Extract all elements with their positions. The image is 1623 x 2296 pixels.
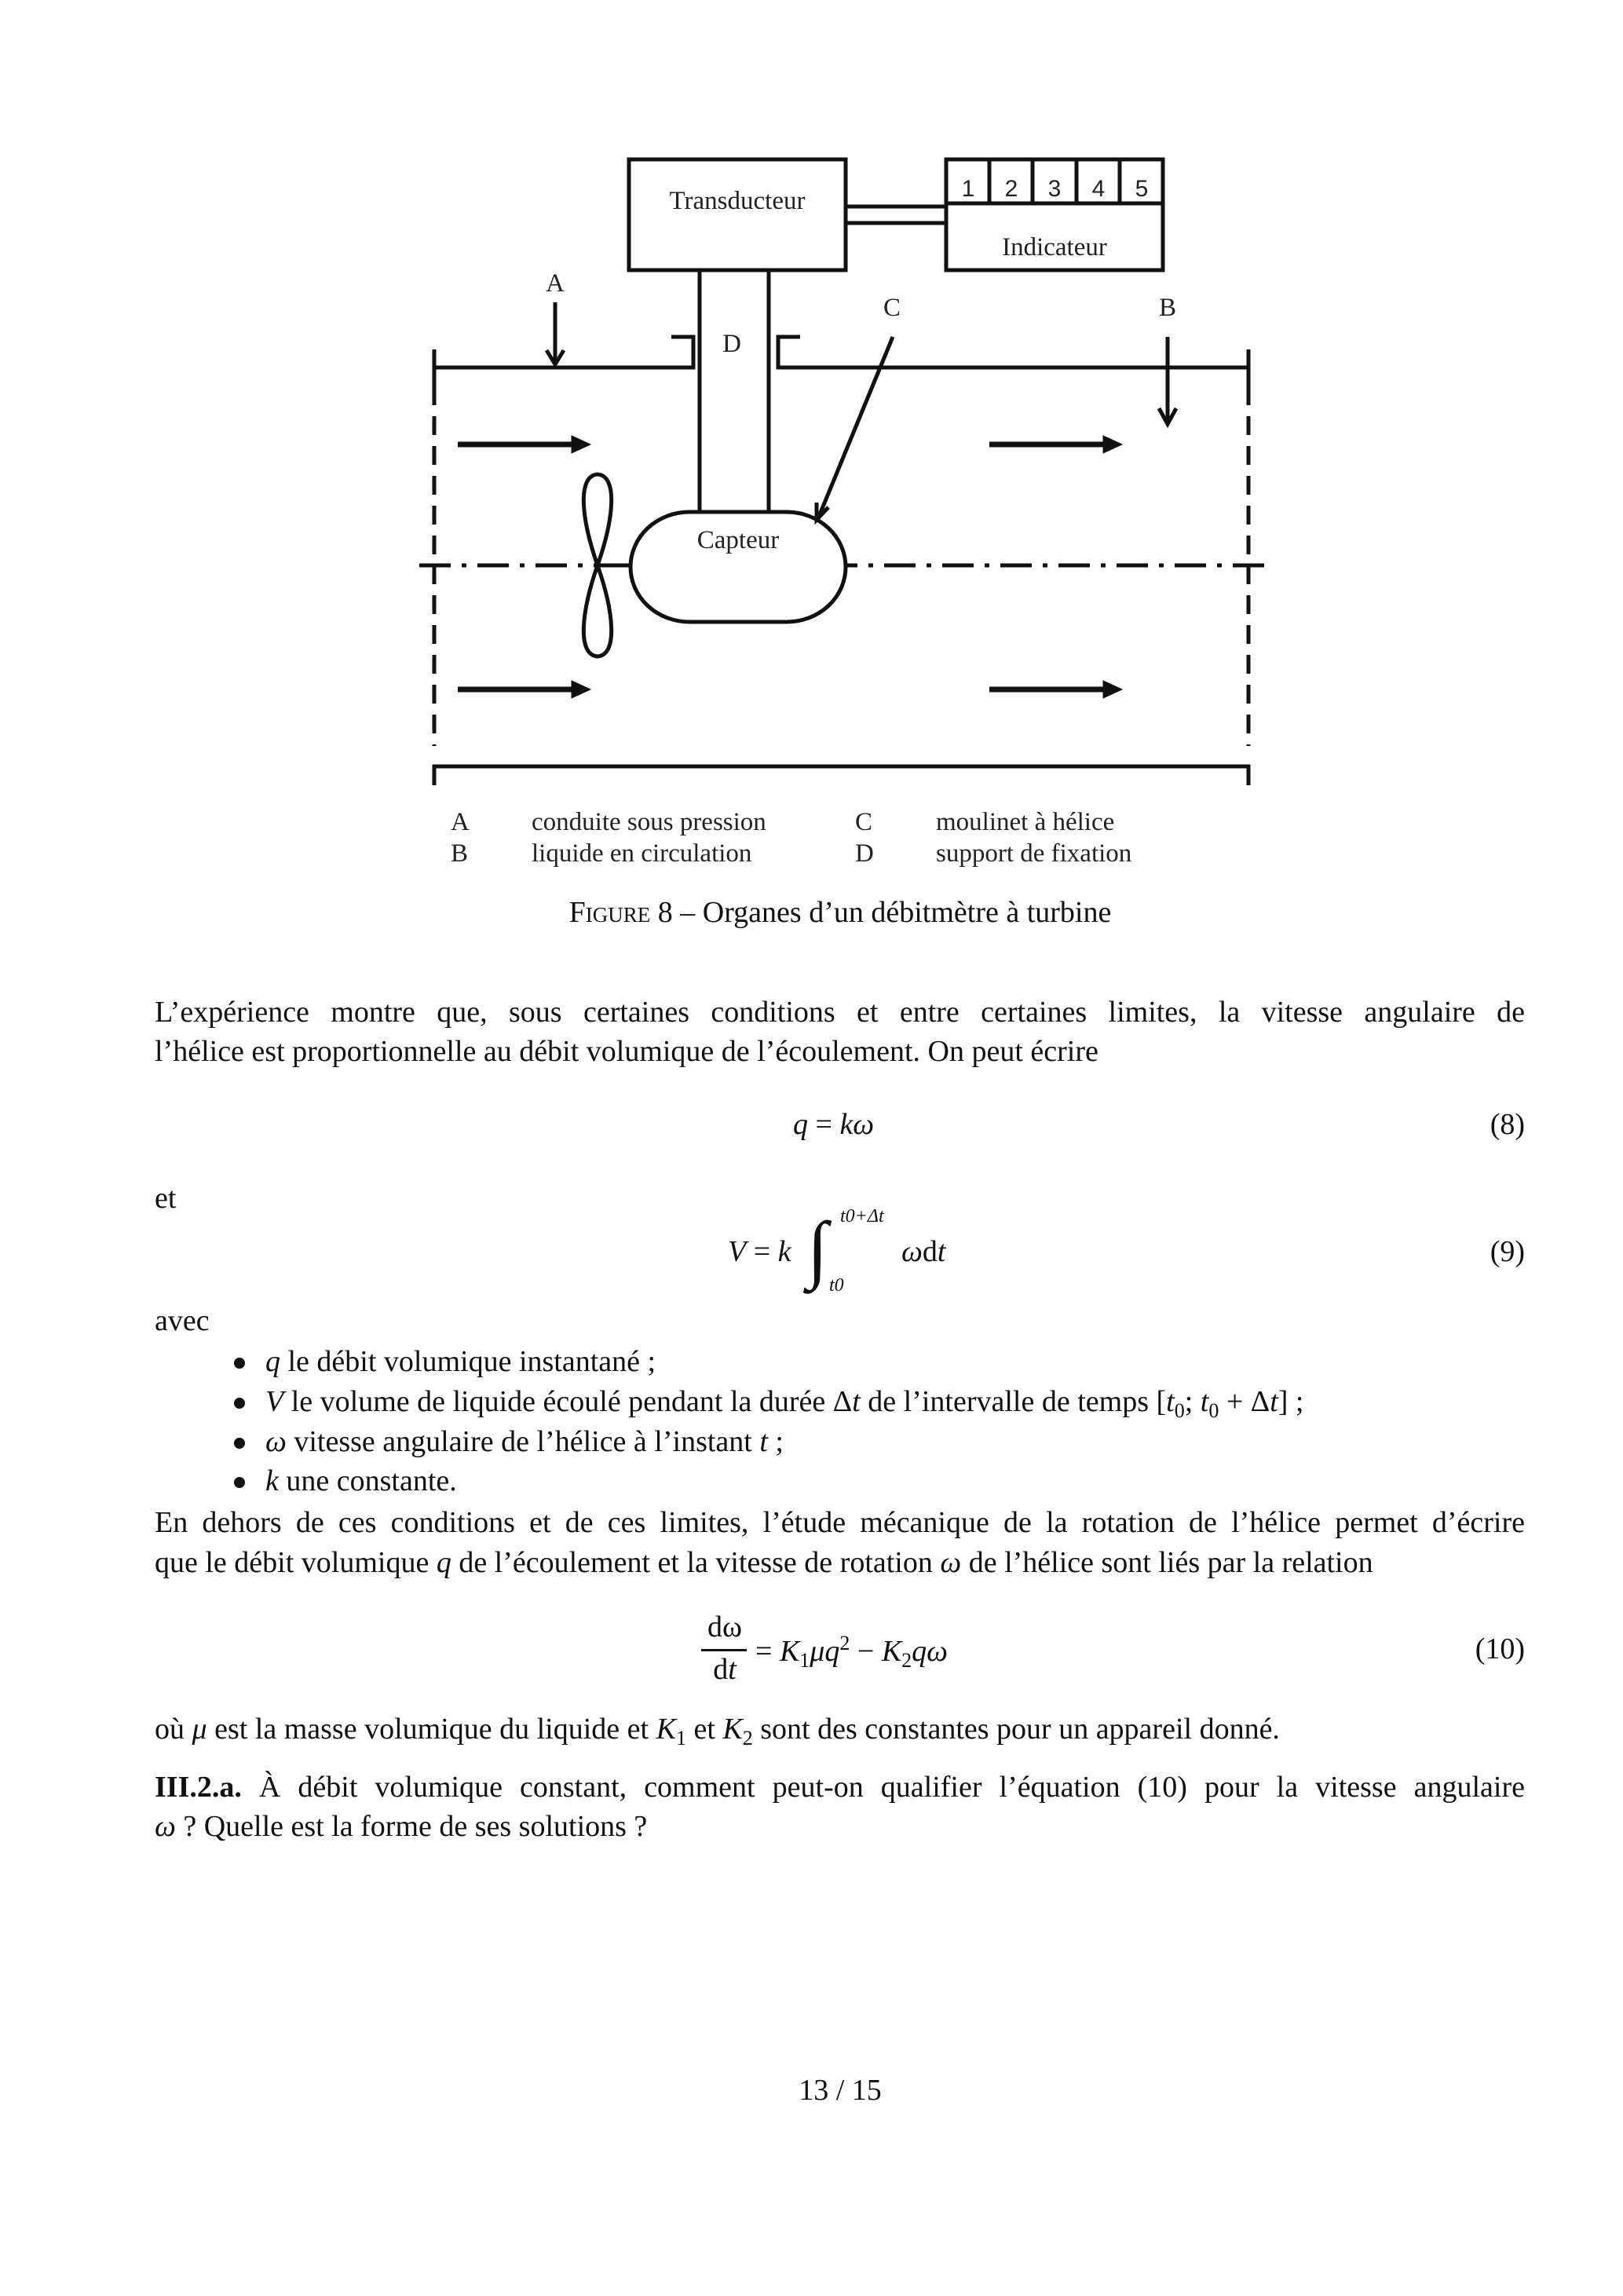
text-segment: t: [1270, 1385, 1278, 1418]
indicator-label: Indicateur: [1002, 233, 1107, 261]
legend-key: B: [451, 839, 469, 868]
text-segment: 2: [901, 1649, 912, 1672]
intro-line: l’hélice est proportionnelle au débit volumique de l’écoulement. On peut écrire: [155, 1035, 1098, 1068]
text-segment: ] ;: [1278, 1385, 1304, 1418]
fraction-denominator: [701, 1652, 748, 1687]
text-segment: t: [759, 1425, 768, 1458]
text-segment: le volume de liquide écoulé pendant la durée Δ: [283, 1385, 853, 1418]
text-line: [155, 1808, 1525, 1844]
eq-rhs: kω: [839, 1108, 875, 1141]
marker-c: C: [883, 294, 901, 322]
text-segment: et: [685, 1713, 723, 1746]
pipe-top-right: [778, 337, 1248, 367]
text-segment: sont des constantes pour un appareil donné.: [752, 1713, 1280, 1746]
text-segment: de l’écoulement et la vitesse de rotation: [451, 1546, 941, 1579]
marker-d: D: [722, 330, 741, 358]
figure-number: Figure 8: [568, 896, 673, 929]
marker-b: B: [1158, 294, 1177, 322]
eq-k: k: [777, 1235, 791, 1268]
fraction-bar: [701, 1649, 747, 1651]
bullet-icon: [234, 1358, 245, 1369]
text-segment: q: [436, 1546, 451, 1579]
text-segment: ω: [940, 1546, 962, 1579]
text-segment: 0: [1208, 1399, 1219, 1422]
text-segment: ? Quelle est la forme de ses solutions ?: [175, 1810, 648, 1843]
figure-caption: [0, 895, 1623, 930]
text-segment: K: [881, 1635, 902, 1668]
integral-upper-bound: t0+Δt: [840, 1206, 884, 1227]
equation-number: (8): [1490, 1108, 1525, 1141]
transducer-label: Transducteur: [669, 187, 806, 215]
legend-key: D: [855, 839, 874, 868]
text-segment: ;: [767, 1425, 784, 1458]
eq-lhs: V: [728, 1235, 747, 1268]
equation-number: (9): [1490, 1235, 1525, 1268]
text-segment: 0: [1174, 1399, 1185, 1422]
eq-t: t: [937, 1235, 946, 1268]
text-line: [265, 1344, 656, 1380]
marker-a: A: [546, 269, 565, 298]
eq-t: t: [728, 1653, 737, 1686]
text-segment: de l’hélice sont liés par la relation: [961, 1546, 1373, 1579]
indicator-digit: 1: [961, 176, 975, 202]
pipe-bottom: [434, 766, 1248, 785]
text-line: [155, 1545, 1525, 1581]
text-segment: de l’intervalle de temps [: [860, 1385, 1167, 1418]
indicator-digit: 5: [1135, 176, 1149, 202]
text-segment: t: [1166, 1385, 1175, 1418]
eq-rhs: [755, 1632, 948, 1673]
legend-key: A: [451, 808, 470, 836]
text-segment: V: [265, 1385, 284, 1418]
integral-sign: ∫: [807, 1206, 828, 1290]
text-segment: =: [755, 1635, 780, 1668]
text-segment: t: [1200, 1385, 1209, 1418]
equation-8: [793, 1107, 874, 1142]
text-segment: K: [722, 1713, 743, 1746]
text-segment: qω: [912, 1635, 949, 1668]
eq-d: d: [922, 1235, 938, 1268]
legend-text: liquide en circulation: [532, 839, 752, 868]
text-line: [265, 1463, 457, 1499]
text-segment: + Δ: [1219, 1385, 1270, 1418]
integral-lower-bound: t0: [829, 1275, 844, 1296]
text-segment: ;: [1184, 1385, 1201, 1418]
eq-sign: =: [808, 1108, 840, 1141]
figure-title: – Organes d’un débitmètre à turbine: [672, 896, 1112, 929]
bullet-icon: [234, 1477, 245, 1488]
text-line: [265, 1424, 784, 1460]
bullet-icon: [234, 1438, 245, 1449]
text-segment: K: [656, 1713, 676, 1746]
legend-text: conduite sous pression: [532, 808, 766, 836]
text-avec: avec: [155, 1304, 210, 1337]
eq-sign: =: [746, 1235, 778, 1268]
text-segment: ω: [265, 1425, 287, 1458]
text-segment: vitesse angulaire de l’hélice à l’instant: [286, 1425, 760, 1458]
intro-line: L’expérience montre que, sous certaines conditions et entre certaines limites, la vitesse angulaire de: [155, 996, 1525, 1029]
legend-key: C: [855, 808, 873, 836]
text-line: [155, 1711, 1525, 1757]
integrand: ω: [901, 1235, 923, 1268]
page-number: 13 / 15: [799, 2074, 882, 2107]
text-segment: ω: [155, 1810, 176, 1843]
text-segment: En dehors de ces conditions et de ces limites, l’étude mécanique de la rotation de l’hélice permet d’écrire: [155, 1506, 1525, 1539]
indicator-digit: 4: [1091, 176, 1106, 202]
text-segment: que le débit volumique: [155, 1546, 437, 1579]
pointer-c: [818, 337, 893, 518]
text-segment: À débit volumique constant, comment peut-on qualifier l’équation (10) pour la vitesse angulaire: [241, 1771, 1525, 1804]
text-segment: III.2.a.: [155, 1771, 242, 1804]
indicator-digit: 2: [1004, 176, 1018, 202]
text-segment: 1: [799, 1649, 810, 1672]
legend-text: moulinet à hélice: [936, 808, 1115, 836]
legend-text: support de fixation: [936, 839, 1132, 868]
text-segment: k: [265, 1464, 279, 1497]
text-segment: 2: [742, 1727, 753, 1749]
text-et: et: [155, 1182, 177, 1215]
text-segment: K: [779, 1635, 800, 1668]
equation-number: (10): [1475, 1632, 1525, 1665]
text-segment: 1: [675, 1727, 686, 1749]
text-segment: q: [265, 1345, 280, 1378]
text-segment: −: [850, 1635, 882, 1668]
turbine-flowmeter-diagram: [0, 0, 1623, 887]
sensor-label: Capteur: [696, 526, 780, 554]
text-segment: le débit volumique instantané ;: [280, 1345, 656, 1378]
bullet-icon: [234, 1398, 245, 1409]
text-segment: μ: [192, 1713, 207, 1746]
text-segment: une constante.: [278, 1464, 457, 1497]
eq-lhs: q: [793, 1108, 808, 1141]
text-line: [155, 1504, 1525, 1541]
text-segment: est la masse volumique du liquide et: [207, 1713, 656, 1746]
text-segment: où: [155, 1713, 192, 1746]
text-line: [265, 1384, 1304, 1429]
text-segment: μq: [810, 1635, 840, 1668]
indicator-digit: 3: [1047, 176, 1062, 202]
text-segment: 2: [839, 1632, 850, 1654]
fraction-numerator: dω: [707, 1610, 742, 1643]
text-segment: t: [852, 1385, 861, 1418]
text-line: [155, 1769, 1525, 1805]
eq-d: d: [713, 1653, 729, 1686]
